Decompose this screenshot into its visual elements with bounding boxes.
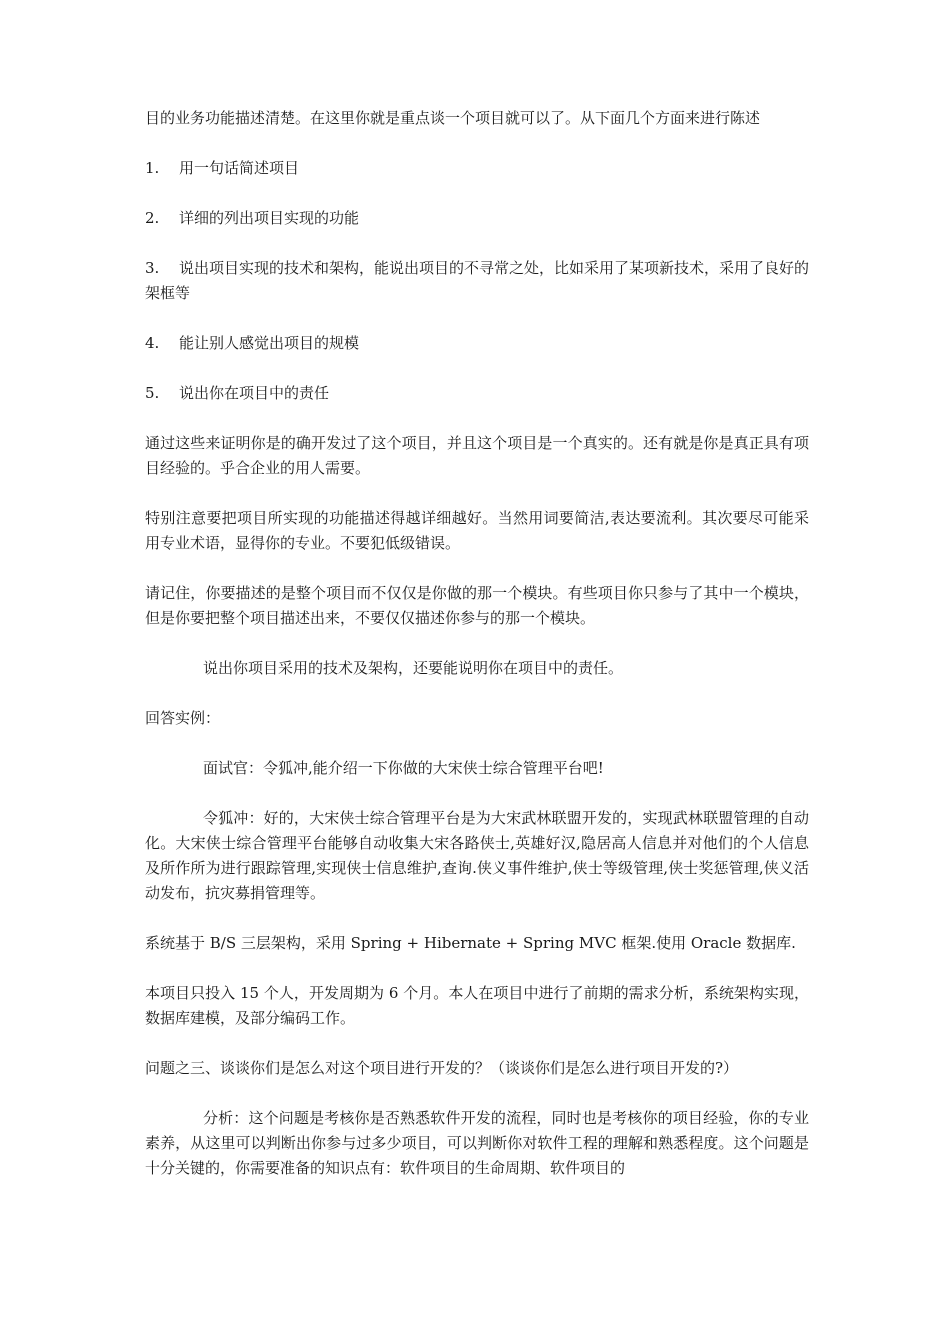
interviewer-paragraph: 面试官：令狐冲,能介绍一下你做的大宋侠士综合管理平台吧!: [203, 759, 604, 777]
tech-paragraph: 说出你项目采用的技术及架构，还要能说明你在项目中的责任。: [203, 659, 624, 677]
answer-label: 回答实例：: [145, 709, 221, 727]
list-number: 4.: [145, 334, 160, 352]
list-number: 1.: [145, 159, 160, 177]
analysis-paragraph: 分析：这个问题是考核你是否熟悉软件开发的流程，同时也是考核你的项目经验，你的专业素养，从这里可以判断出你参与过多少项目，可以判断你对软件工程的理解和熟悉程度。这个问题是十分关键的，你需要准备的知识点有：软件项目的生命周期、软件项目的: [145, 1109, 809, 1177]
list-number: 3.: [145, 259, 160, 277]
intro-paragraph: 目的业务功能描述清楚。在这里你就是重点谈一个项目就可以了。从下面几个方面来进行陈述: [145, 109, 761, 127]
remember-paragraph: 请记住，你要描述的是整个项目而不仅仅是你做的那一个模块。有些项目你只参与了其中一个模块，但是你要把整个项目描述出来，不要仅仅描述你参与的那一个模块。: [145, 584, 809, 627]
attention-paragraph: 特别注意要把项目所实现的功能描述得越详细越好。当然用词要简洁,表达要流利。其次要尽可能采用专业术语，显得你的专业。不要犯低级错误。: [145, 509, 809, 552]
list-text: 能让别人感觉出项目的规模: [179, 334, 360, 352]
list-text: 用一句话简述项目: [179, 159, 300, 177]
list-item: [145, 206, 809, 231]
prove-paragraph: 通过这些来证明你是的确开发过了这个项目，并且这个项目是一个真实的。还有就是你是真正具有项目经验的。乎合企业的用人需要。: [145, 434, 809, 477]
list-item: [145, 381, 809, 406]
document-body: [145, 106, 809, 1206]
list-text: 说出你在项目中的责任: [179, 384, 330, 402]
question3-heading: 问题之三、谈谈你们是怎么对这个项目进行开发的？（谈谈你们是怎么进行项目开发的?）: [145, 1059, 739, 1077]
team-paragraph: 本项目只投入 15 个人，开发周期为 6 个月。本人在项目中进行了前期的需求分析，系统架构实现，数据库建模，及部分编码工作。: [145, 984, 809, 1027]
system-paragraph: 系统基于 B/S 三层架构，采用 Spring + Hibernate + Spring MVC 框架.使用 Oracle 数据库.: [145, 934, 796, 952]
list-item: [145, 331, 809, 356]
linghu-paragraph: 令狐冲：好的，大宋侠士综合管理平台是为大宋武林联盟开发的，实现武林联盟管理的自动化。大宋侠士综合管理平台能够自动收集大宋各路侠士,英雄好汉,隐居高人信息并对他们的个人信息及所作所为进行跟踪管理,实现侠士信息维护,查询.侠义事件维护,侠士等级管理,侠士奖惩管理,侠义活动发布，抗灾募捐管理等。: [145, 809, 809, 902]
list-number: 2.: [145, 209, 160, 227]
list-item: [145, 156, 809, 181]
list-number: 5.: [145, 384, 160, 402]
list-text: 说出项目实现的技术和架构，能说出项目的不寻常之处，比如采用了某项新技术，采用了良好的架框等: [145, 259, 810, 302]
list-item: [145, 256, 809, 306]
list-text: 详细的列出项目实现的功能: [179, 209, 360, 227]
